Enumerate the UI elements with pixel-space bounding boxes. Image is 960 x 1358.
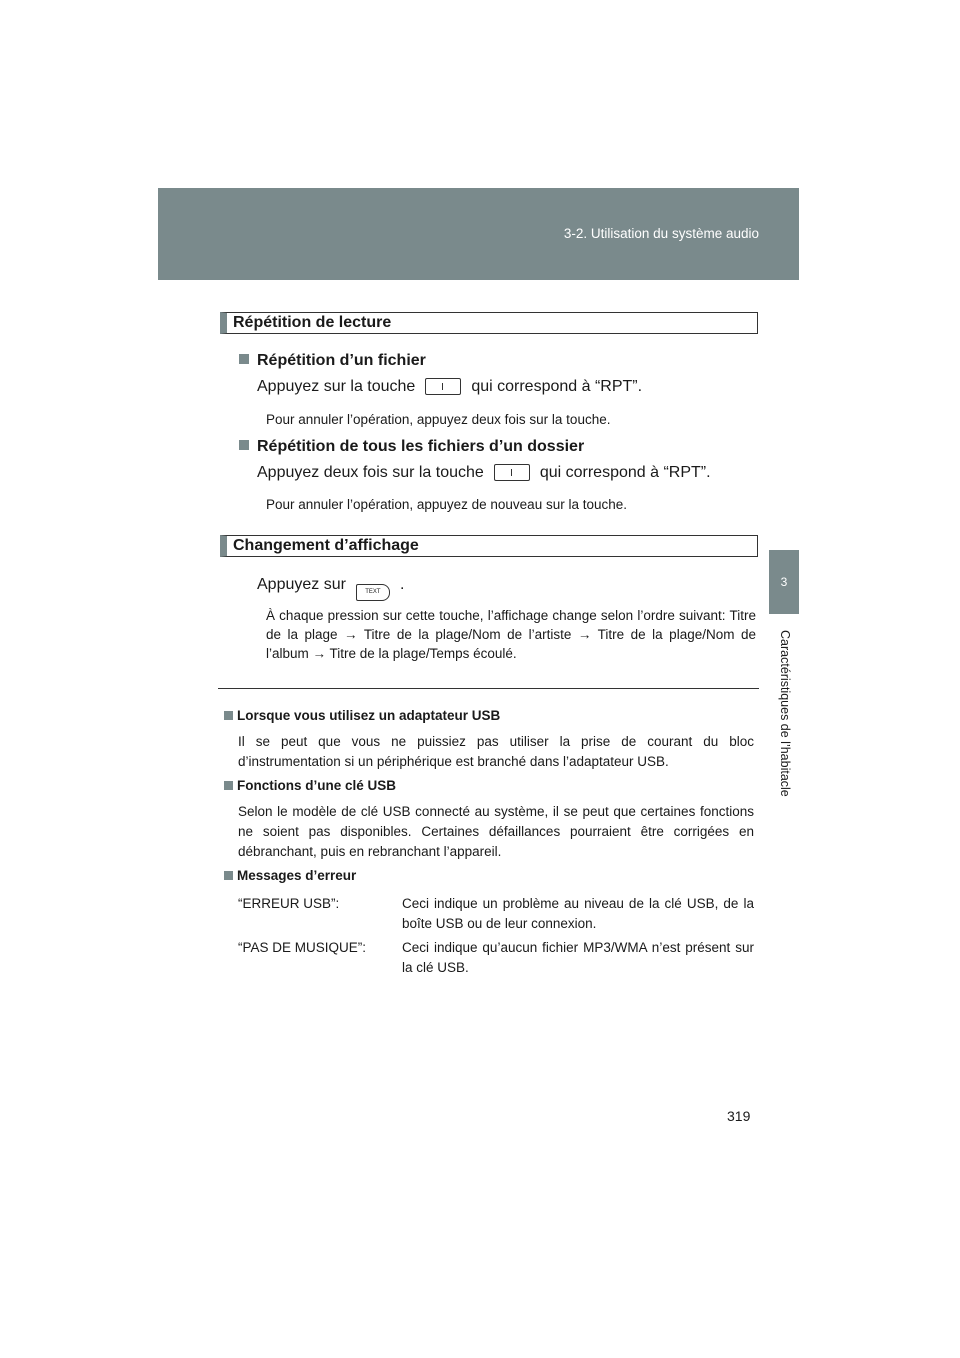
- chapter-number-tab: 3: [769, 550, 799, 614]
- instruction-text: qui correspond à “RPT”.: [539, 464, 711, 481]
- subsection-repeat-folder: [239, 438, 584, 456]
- bullet-square-icon: [224, 871, 233, 880]
- error-label-usb: “ERREUR USB”:: [238, 896, 340, 911]
- section-title-display: Changement d’affichage: [220, 535, 758, 557]
- bullet-square-icon: [224, 781, 233, 790]
- section-divider: [218, 688, 759, 689]
- note-heading: Fonctions d’une clé USB: [237, 778, 397, 793]
- note-body-usb-functions: Selon le modèle de clé USB connecté au système, il se peut que certaines fonctions ne soient pas disponibles. Certaines défaillances pourraient être corrigées en débranchant, puis en rebranchant l’appareil.: [238, 804, 754, 859]
- subsection-title: Répétition d’un fichier: [257, 352, 426, 369]
- error-label-no-music: “PAS DE MUSIQUE”:: [238, 940, 367, 955]
- note-heading: Lorsque vous utilisez un adaptateur USB: [237, 708, 501, 723]
- instruction-text: Appuyez sur: [257, 576, 346, 593]
- chapter-title: 3-2. Utilisation du système audio: [563, 226, 759, 241]
- instruction-display: [257, 576, 404, 601]
- preset-button-icon: [494, 464, 530, 481]
- instruction-text: .: [399, 576, 405, 593]
- note-repeat-file: Pour annuler l’opération, appuyez deux fois sur la touche.: [266, 412, 611, 427]
- chapter-header-band: [158, 188, 799, 280]
- subsection-title: Répétition de tous les fichiers d’un dossier: [257, 438, 585, 455]
- bullet-square-icon: [239, 440, 249, 450]
- text-button-icon: TEXT: [356, 584, 390, 601]
- error-desc-no-music: Ceci indique qu’aucun fichier MP3/WMA n’est présent sur la clé USB.: [402, 940, 754, 975]
- note-body-usb-adapter: Il se peut que vous ne puissiez pas utiliser la prise de courant du bloc d’instrumentation si un périphérique est branché dans l’adaptateur USB.: [238, 734, 754, 769]
- note-heading-error-messages: [224, 868, 356, 883]
- note-repeat-folder: Pour annuler l’opération, appuyez de nouveau sur la touche.: [266, 497, 627, 512]
- note-heading-usb-adapter: [224, 708, 500, 723]
- instruction-text: Appuyez sur la touche: [257, 378, 416, 395]
- instruction-repeat-file: [257, 378, 642, 396]
- note-heading: Messages d’erreur: [237, 868, 357, 883]
- bullet-square-icon: [224, 711, 233, 720]
- note-heading-usb-functions: [224, 778, 396, 793]
- page-number: 319: [727, 1108, 751, 1124]
- preset-button-icon: [425, 378, 461, 395]
- subsection-repeat-file: [239, 352, 426, 370]
- bullet-square-icon: [239, 354, 249, 364]
- instruction-text: Appuyez deux fois sur la touche: [257, 464, 484, 481]
- instruction-repeat-folder: [257, 464, 711, 482]
- note-display: À chaque pression sur cette touche, l’affichage change selon l’ordre suivant: Titre de la plage → Titre de la plage/Nom de l’artiste → Titre de la plage/Nom de l’album → Titre de la plage/Temps écoulé.: [266, 608, 756, 661]
- error-desc-usb: Ceci indique un problème au niveau de la clé USB, de la boîte USB ou de leur connexion.: [402, 896, 754, 931]
- chapter-side-label: Caractéristiques de l’habitacle: [778, 630, 792, 797]
- instruction-text: qui correspond à “RPT”.: [471, 378, 643, 395]
- section-title-repeat: Répétition de lecture: [220, 312, 758, 334]
